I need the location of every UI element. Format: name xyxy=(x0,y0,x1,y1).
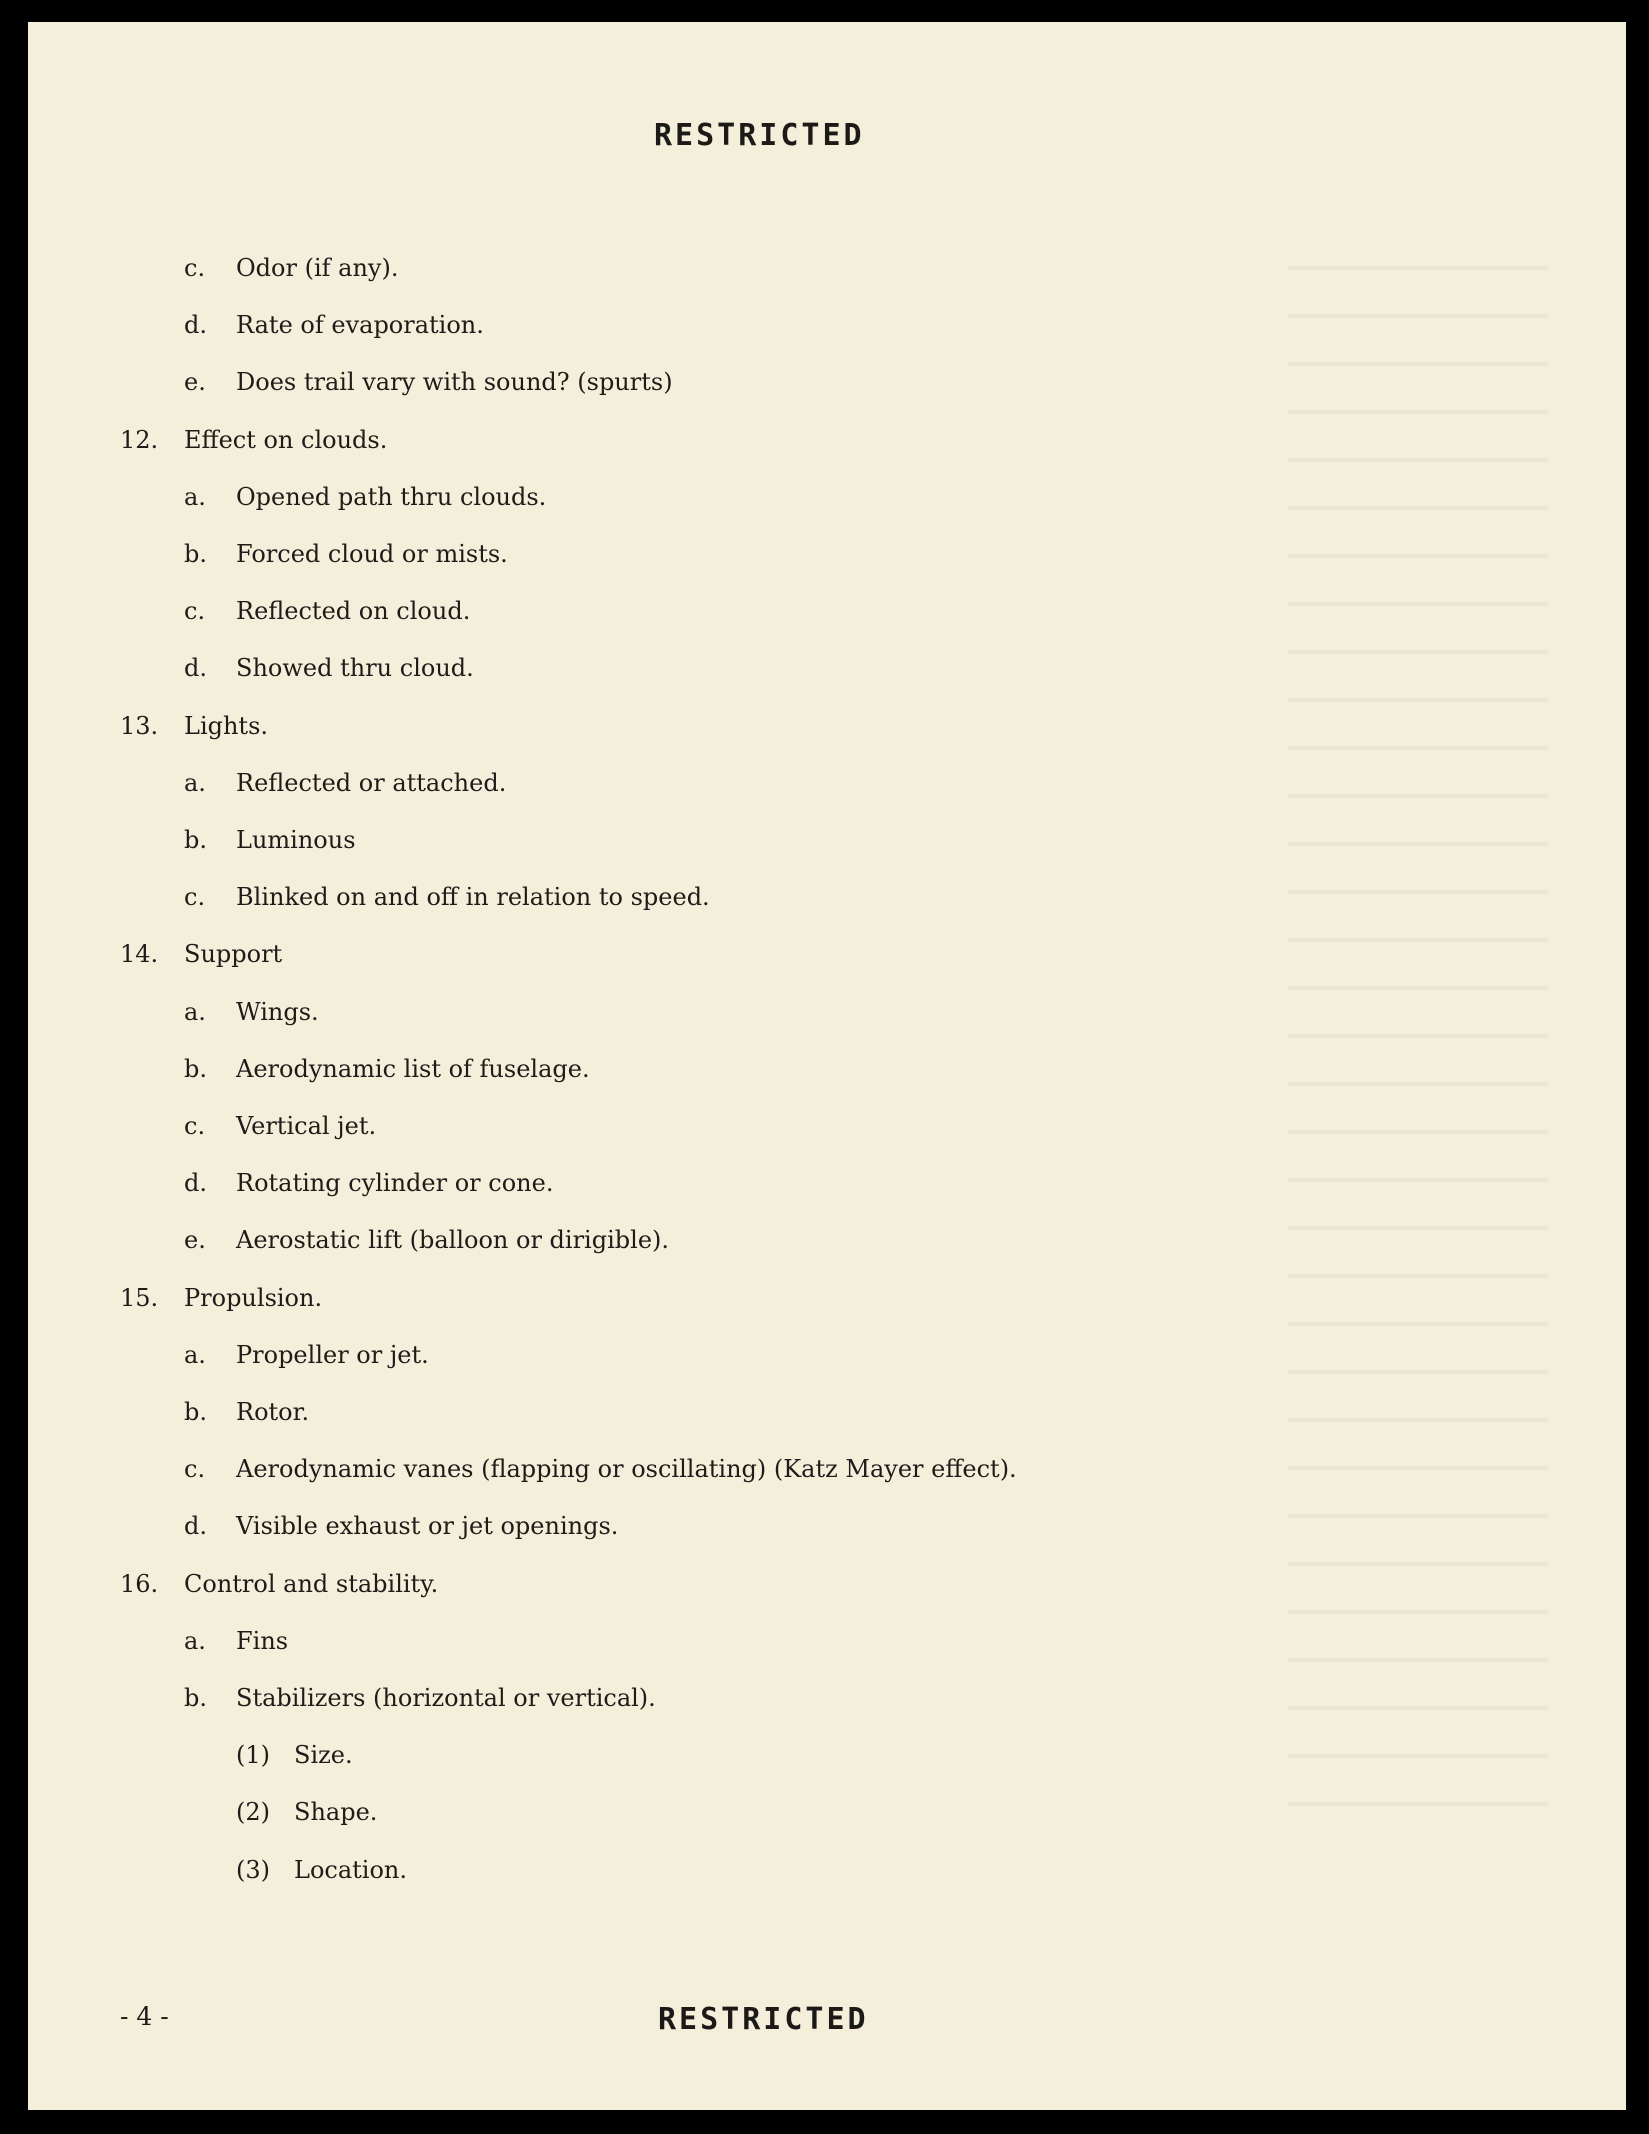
outline-label: c. xyxy=(184,1112,206,1140)
outline-label: d. xyxy=(184,1169,207,1197)
outline-label: 13. xyxy=(120,712,159,740)
document-page xyxy=(28,22,1626,2110)
outline-text: Location. xyxy=(294,1856,407,1884)
outline-label: c. xyxy=(184,1455,206,1483)
outline-label: 12. xyxy=(120,426,159,454)
outline-text: Reflected or attached. xyxy=(236,769,507,797)
outline-label: c. xyxy=(184,597,206,625)
outline-text: Odor (if any). xyxy=(236,254,399,282)
outline-label: b. xyxy=(184,1684,207,1712)
outline-text: Rate of evaporation. xyxy=(236,311,484,339)
outline-label: 15. xyxy=(120,1284,159,1312)
outline-text: Aerodynamic vanes (flapping or oscillating) (Katz Mayer effect). xyxy=(236,1455,1017,1483)
outline-label: e. xyxy=(184,1226,206,1254)
outline-text: Does trail vary with sound? (spurts) xyxy=(236,368,673,396)
outline-text: Effect on clouds. xyxy=(184,426,388,454)
outline-text: Reflected on cloud. xyxy=(236,597,471,625)
page-header: RESTRICTED xyxy=(654,118,865,153)
outline-label: (3) xyxy=(236,1856,270,1884)
outline-text: Propulsion. xyxy=(184,1284,323,1312)
outline-text: Size. xyxy=(294,1741,353,1769)
outline-text: Control and stability. xyxy=(184,1570,439,1598)
outline-label: d. xyxy=(184,1512,207,1540)
outline-text: Visible exhaust or jet openings. xyxy=(236,1512,619,1540)
outline-label: b. xyxy=(184,826,207,854)
outline-text: Blinked on and off in relation to speed. xyxy=(236,883,710,911)
outline-text: Vertical jet. xyxy=(236,1112,377,1140)
outline-text: Fins xyxy=(236,1627,289,1655)
outline-text: Showed thru cloud. xyxy=(236,654,474,682)
outline-label: a. xyxy=(184,483,206,511)
outline-text: Rotor. xyxy=(236,1398,310,1426)
outline-label: 14. xyxy=(120,940,159,968)
outline-label: e. xyxy=(184,368,206,396)
outline-text: Propeller or jet. xyxy=(236,1341,429,1369)
outline-label: a. xyxy=(184,1341,206,1369)
outline-label: c. xyxy=(184,883,206,911)
outline-label: (2) xyxy=(236,1798,270,1826)
outline-text: Support xyxy=(184,940,283,968)
outline-text: Aerodynamic list of fuselage. xyxy=(236,1055,590,1083)
outline-label: a. xyxy=(184,998,206,1026)
bleed-through-texture xyxy=(1288,222,1548,1842)
outline-label: (1) xyxy=(236,1741,270,1769)
outline-text: Wings. xyxy=(236,998,319,1026)
outline-text: Lights. xyxy=(184,712,269,740)
outline-label: d. xyxy=(184,311,207,339)
outline-label: b. xyxy=(184,540,207,568)
outline-text: Aerostatic lift (balloon or dirigible). xyxy=(236,1226,670,1254)
page-number: - 4 - xyxy=(120,2002,169,2031)
outline-text: Forced cloud or mists. xyxy=(236,540,508,568)
outline-text: Opened path thru clouds. xyxy=(236,483,547,511)
outline-label: 16. xyxy=(120,1570,159,1598)
outline-text: Luminous xyxy=(236,826,356,854)
page-footer: RESTRICTED xyxy=(658,2002,869,2037)
outline-label: b. xyxy=(184,1398,207,1426)
outline-label: d. xyxy=(184,654,207,682)
outline-label: a. xyxy=(184,1627,206,1655)
outline-label: b. xyxy=(184,1055,207,1083)
outline-text: Rotating cylinder or cone. xyxy=(236,1169,554,1197)
outline-text: Shape. xyxy=(294,1798,378,1826)
outline-label: c. xyxy=(184,254,206,282)
outline-text: Stabilizers (horizontal or vertical). xyxy=(236,1684,656,1712)
outline-label: a. xyxy=(184,769,206,797)
